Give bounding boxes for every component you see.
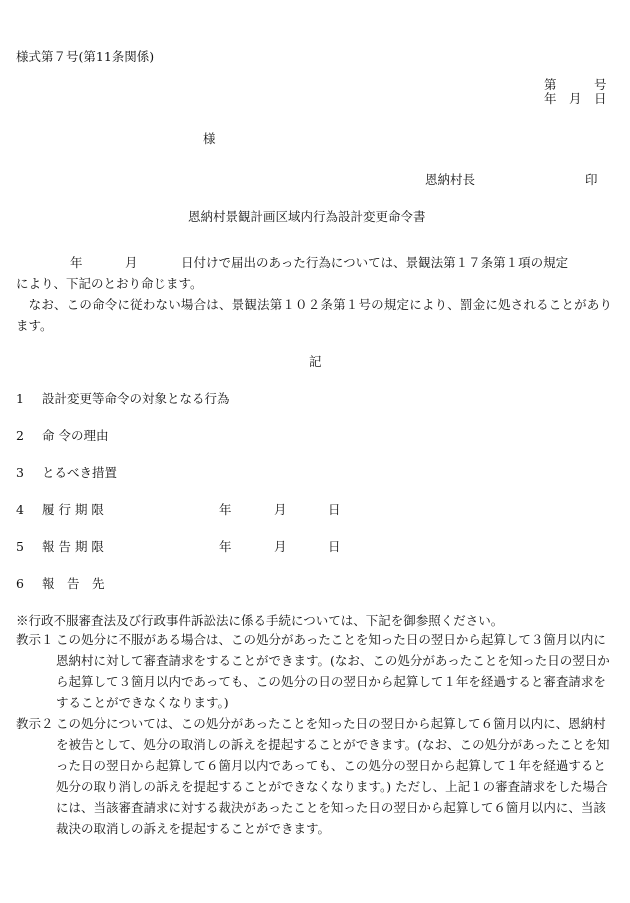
item-number: 6 xyxy=(16,576,24,591)
ki-heading: 記 xyxy=(309,354,322,369)
kyoji-1-label: 教示１ xyxy=(16,632,54,647)
item-label: 設計変更等命令の対象となる行為 xyxy=(42,391,230,406)
notified-year: 年 xyxy=(70,255,83,270)
item-number: 3 xyxy=(16,465,24,480)
procedure-intro: ※行政不服審査法及び行政事件訴訟法に係る手続については、下記を御参照ください。 xyxy=(16,613,504,628)
kyoji-2-label: 教示２ xyxy=(16,716,54,731)
body-line2: により、下記のとおり命じます。 xyxy=(16,276,203,291)
kyoji-1-text: この処分に不服がある場合は、この処分があったことを知った日の翌日から起算して３箇月以内に恩納村に対して審査請求をすることができます。(なお、この処分があったことを知った日の翌日から起算して３箇月以内であっても、この処分の日の翌日から起算して１年を経過すると審査請求をすることができなくなります。) xyxy=(56,632,610,710)
document-date: 年 月 日 xyxy=(544,91,607,106)
item-label: 命 令の理由 xyxy=(42,428,109,443)
report-year: 年 xyxy=(219,539,232,554)
kyoji-2 xyxy=(16,713,612,839)
item-label: 報 告 期 限 xyxy=(42,539,104,554)
deadline-year: 年 xyxy=(219,502,232,517)
notified-month: 月 xyxy=(125,255,138,270)
item-number: 2 xyxy=(16,428,24,443)
document-title: 恩納村景観計画区域内行為設計変更命令書 xyxy=(188,209,426,224)
item-number: 1 xyxy=(16,391,24,406)
body-line1: 日付けで届出のあった行為については、景観法第１７条第１項の規定 xyxy=(181,255,569,270)
item-number: 5 xyxy=(16,539,24,554)
addressee: 様 xyxy=(203,131,216,146)
item-label: とるべき措置 xyxy=(42,465,118,480)
report-month: 月 xyxy=(274,539,287,554)
form-id: 様式第７号(第11条関係) xyxy=(16,49,155,64)
issuer: 恩納村長 xyxy=(425,172,476,187)
seal-mark: 印 xyxy=(585,172,598,187)
report-day: 日 xyxy=(328,539,341,554)
penalty-notice: なお、この命令に従わない場合は、景観法第１０２条第１号の規定により、罰金に処されることがあります。 xyxy=(16,297,612,333)
item-label: 報 告 先 xyxy=(42,576,105,591)
deadline-month: 月 xyxy=(274,502,287,517)
deadline-day: 日 xyxy=(328,502,341,517)
kyoji-2-text: この処分については、この処分があったことを知った日の翌日から起算して６箇月以内に、恩納村を被告として、処分の取消しの訴えを提起することができます。(なお、この処分があったことを知った日の翌日から起算して６箇月以内であっても、この処分の翌日から起算して１年を経過すると処分の取り消しの訴えを提起することができなくなります。) ただし、上記１の審査請求をした場合には、当該審査請求に対する裁決があったことを知った日の翌日から起算して６箇月以内に、当該裁決の取消しの訴えを提起することができます。 xyxy=(56,716,610,836)
kyoji-1 xyxy=(16,629,612,713)
item-label: 履 行 期 限 xyxy=(42,502,104,517)
document-number: 第 号 xyxy=(544,77,607,92)
item-number: 4 xyxy=(16,502,24,517)
